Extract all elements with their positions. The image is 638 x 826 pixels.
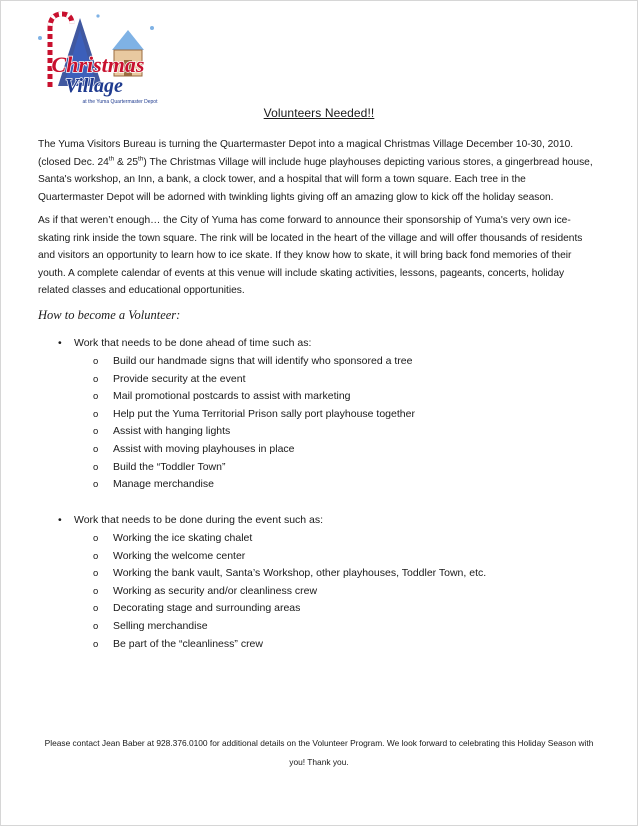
list-item-text: Manage merchandise xyxy=(113,478,214,491)
list-item-text: Mail promotional postcards to assist with marketing xyxy=(113,390,351,403)
intro-text-start: The Yuma Visitors Bureau is turning the Quartermaster Depot into a magical Christmas Village December 10-30, 2010. (closed Dec. 24 xyxy=(38,139,574,168)
sub-bullet-glyph: o xyxy=(93,550,99,562)
list-item xyxy=(93,548,486,566)
intro-text-end: ) The Christmas Village will include huge playhouses depicting various stores, a gingerbread house, Santa's workshop, an Inn, a bank, a clock tower, and a hospital that will form a town square. Each tree in the Quartermaster Depot will be adorned with twinkling lights giving off an amazing glow to kick off the holiday season. xyxy=(38,156,593,203)
list-item xyxy=(93,353,415,371)
sub-list-before-event xyxy=(93,353,415,494)
sub-bullet-glyph: o xyxy=(93,620,99,632)
sub-list-during-event xyxy=(93,530,486,653)
list-item-text: Build the “Toddler Town” xyxy=(113,460,226,473)
sub-bullet-glyph: o xyxy=(93,533,99,544)
sub-bullet-glyph: o xyxy=(93,373,99,385)
sub-bullet-glyph: o xyxy=(93,638,99,650)
sub-bullet-glyph: o xyxy=(93,391,99,403)
section-heading: How to become a Volunteer: xyxy=(38,308,181,322)
list-item xyxy=(93,441,415,459)
logo-text-christmas: Christmas xyxy=(51,52,145,77)
ice-rink-paragraph: As if that weren’t enough… the City of Yuma has come forward to announce their sponsorship of Yuma's very own ice-skating rink inside the town square. The rink will be located in the heart of the village and will offer thousands of residents and visitors an opportunity to learn how to ice skate. If they know how to skate, it will bring back fond memories of their youth. A complete calendar of events at this venue will include skating activities, lessons, pageants, concerts, holiday related classes and educational opportunities. xyxy=(38,215,583,296)
list-item-text: Working as security and/or cleanliness crew xyxy=(113,584,318,597)
list-item-text: Working the ice skating chalet xyxy=(113,532,253,544)
list-item xyxy=(93,583,486,601)
sub-bullet-glyph: o xyxy=(93,585,99,597)
list-item-text: Assist with hanging lights xyxy=(113,425,231,438)
list-item-text: Decorating stage and surrounding areas xyxy=(113,602,301,615)
bullet-glyph: • xyxy=(58,337,62,349)
superscript-th: th xyxy=(108,155,115,163)
list-item-text: Working the welcome center xyxy=(113,549,246,562)
bullet-item xyxy=(58,335,311,353)
sub-bullet-glyph: o xyxy=(93,426,99,438)
sub-bullet-glyph: o xyxy=(93,461,99,473)
list-item xyxy=(93,636,486,654)
bullet-item xyxy=(58,512,323,530)
sub-bullet-glyph: o xyxy=(93,568,99,580)
list-item xyxy=(93,600,486,618)
list-item-text: Selling merchandise xyxy=(113,619,208,632)
list-item-text: Working the bank vault, Santa’s Workshop, other playhouses, Toddler Town, etc. xyxy=(113,567,487,580)
logo-text-village: Village xyxy=(65,75,123,97)
bullet-label: Work that needs to be done ahead of time such as: xyxy=(74,337,312,349)
sub-bullet-glyph: o xyxy=(93,603,99,615)
sub-bullet-glyph: o xyxy=(93,408,99,420)
list-item-text: Build our handmade signs that will identify who sponsored a tree xyxy=(113,355,413,367)
superscript-th: th xyxy=(138,155,144,163)
list-item xyxy=(93,423,415,441)
bullet-glyph: • xyxy=(58,514,62,526)
bullet-label: Work that needs to be done during the event such as: xyxy=(74,514,324,526)
list-item xyxy=(93,476,415,494)
list-item-text: Help put the Yuma Territorial Prison sally port playhouse together xyxy=(113,407,415,420)
list-item xyxy=(93,371,415,389)
intro-text-mid: & 25 xyxy=(114,156,138,168)
list-item-text: Provide security at the event xyxy=(113,372,246,385)
page-title: Volunteers Needed!! xyxy=(263,106,375,120)
logo-tagline: at the Yuma Quartermaster Depot xyxy=(82,99,158,105)
list-item xyxy=(93,406,415,424)
list-item xyxy=(93,530,486,548)
list-item xyxy=(93,388,415,406)
list-item xyxy=(93,459,415,477)
list-item xyxy=(93,618,486,636)
intro-paragraph xyxy=(38,136,594,206)
sub-bullet-glyph: o xyxy=(93,479,99,491)
list-item-text: Be part of the “cleanliness” crew xyxy=(113,637,263,650)
list-item-text: Assist with moving playhouses in place xyxy=(113,442,295,455)
sub-bullet-glyph: o xyxy=(93,356,99,367)
footer-contact: Please contact Jean Baber at 928.376.0100 for additional details on the Volunteer Program. We look forward to celebrating this Holiday Season with you! Thank you. xyxy=(44,738,594,767)
christmas-village-logo xyxy=(28,8,168,108)
list-item xyxy=(93,565,486,583)
sub-bullet-glyph: o xyxy=(93,443,99,455)
